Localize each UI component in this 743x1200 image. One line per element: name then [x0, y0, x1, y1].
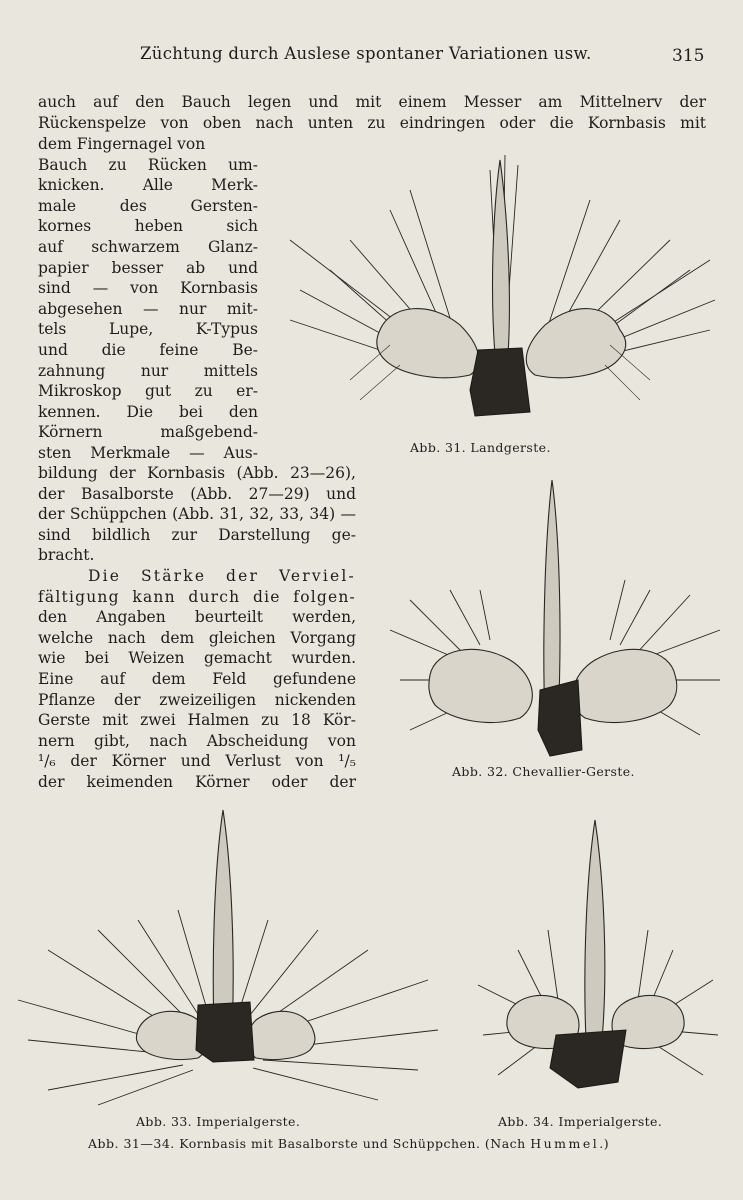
- figure-32-caption: Abb. 32. Chevallier-Gerste.: [452, 764, 635, 779]
- text-line: kennen. Die bei den: [38, 402, 258, 421]
- figure-34-illustration: [478, 820, 718, 1090]
- text-line: Eine auf dem Feld gefundene: [38, 669, 356, 688]
- text-line: kornes heben sich: [38, 217, 258, 236]
- wide-column-text: [38, 463, 356, 566]
- running-title: Züchtung durch Auslese spontaner Variationen usw.: [140, 44, 592, 63]
- text-line: auch auf den Bauch legen und mit einem Messer am Mittelnerv der: [38, 93, 706, 111]
- text-line: dem Fingernagel von: [38, 135, 206, 153]
- text-line: nern gibt, nach Abscheidung von: [38, 731, 356, 750]
- text-line: abgesehen — nur mit-: [38, 299, 258, 318]
- narrow-column-text: [38, 134, 258, 464]
- text-line: knicken. Alle Merk-: [38, 176, 258, 195]
- figure-33-illustration: [18, 810, 438, 1110]
- figure-31-caption: Abb. 31. Landgerste.: [410, 440, 551, 455]
- figure-31-illustration: [290, 150, 720, 430]
- text-line: der keimenden Körner oder der: [38, 772, 356, 791]
- paragraph-two: [38, 566, 356, 793]
- text-line: bracht.: [38, 546, 95, 565]
- text-line: Die Stärke der Verviel-: [88, 567, 356, 585]
- figures-caption: [88, 1136, 609, 1151]
- text-line: der Basalborste (Abb. 27—29) und: [38, 484, 356, 503]
- text-line: sind — von Kornbasis: [38, 279, 258, 298]
- text-line: sten Merkmale — Aus-: [38, 443, 258, 462]
- text-line: bildung der Kornbasis (Abb. 23—26),: [38, 464, 356, 482]
- caption-suffix: .): [599, 1136, 610, 1151]
- caption-text: Abb. 31—34. Kornbasis mit Basalborste und Schüppchen. (Nach: [88, 1136, 531, 1151]
- text-line: fältigung kann durch die folgen-: [38, 587, 356, 606]
- text-line: Bauch zu Rücken um-: [38, 155, 258, 174]
- text-line: papier besser ab und: [38, 258, 258, 277]
- text-line: und die feine Be-: [38, 340, 258, 359]
- text-line: wie bei Weizen gemacht wurden.: [38, 649, 356, 668]
- text-line: auf schwarzem Glanz-: [38, 237, 258, 256]
- text-line: Rückenspelze von oben nach unten zu eindringen oder die Kornbasis mit: [38, 114, 706, 132]
- text-line: zahnung nur mittels: [38, 361, 258, 380]
- text-line: den Angaben beurteilt werden,: [38, 608, 356, 627]
- text-line: der Schüppchen (Abb. 31, 32, 33, 34) —: [38, 505, 356, 524]
- text-line: welche nach dem gleichen Vorgang: [38, 628, 356, 647]
- figure-34-caption: Abb. 34. Imperialgerste.: [498, 1114, 663, 1129]
- figure-32-illustration: [390, 480, 720, 760]
- figure-33-caption: Abb. 33. Imperialgerste.: [136, 1114, 301, 1129]
- text-line: sind bildlich zur Darstellung ge-: [38, 525, 356, 544]
- text-line: Pflanze der zweizeiligen nickenden: [38, 690, 356, 709]
- page-number: 315: [672, 46, 705, 66]
- text-line: Mikroskop gut zu er-: [38, 382, 258, 401]
- text-line: male des Gersten-: [38, 196, 258, 215]
- text-line: Gerste mit zwei Halmen zu 18 Kör-: [38, 711, 356, 730]
- text-line: tels Lupe, K-Typus: [38, 320, 258, 339]
- text-line: ¹/₆ der Körner und Verlust von ¹/₅: [38, 752, 356, 771]
- caption-author: Hummel: [530, 1136, 600, 1151]
- text-line: Körnern maßgebend-: [38, 423, 258, 442]
